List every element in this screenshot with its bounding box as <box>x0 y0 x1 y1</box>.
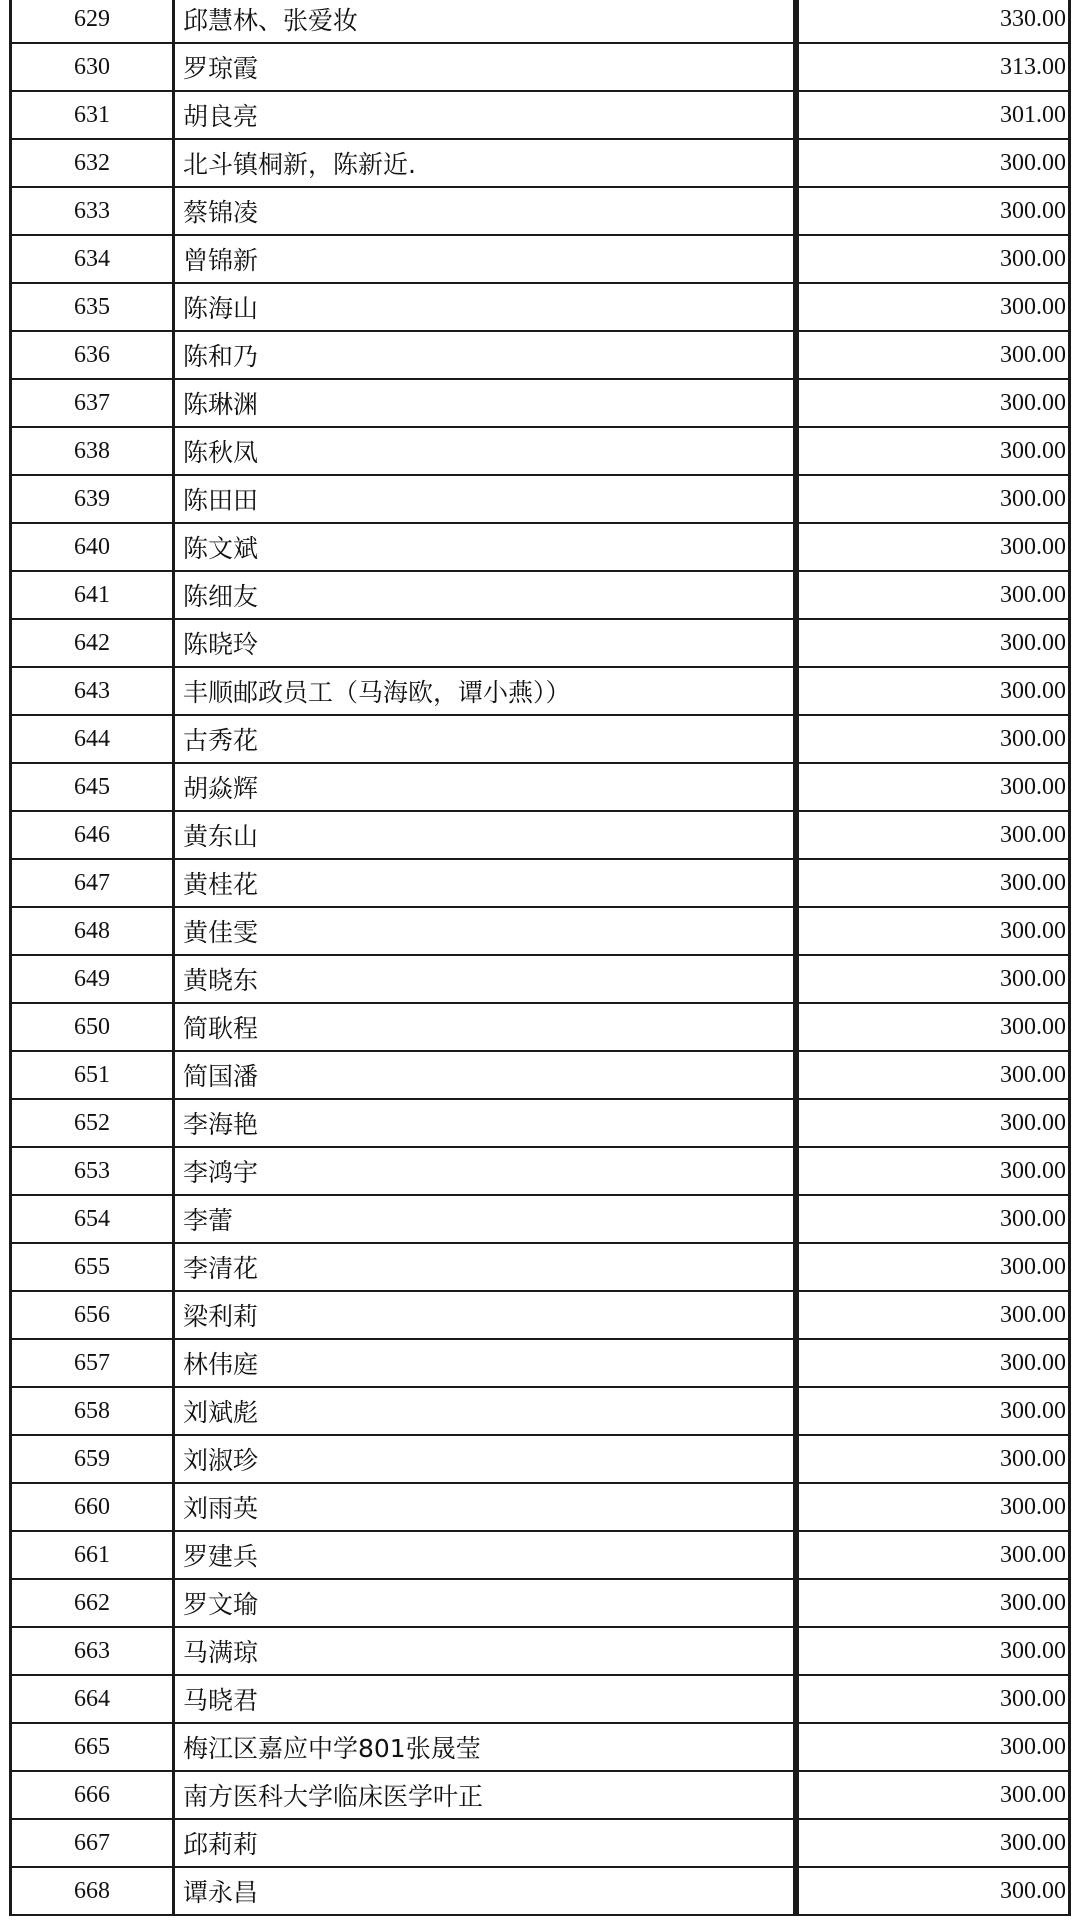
donor-name: 邱莉莉 <box>174 1819 795 1867</box>
table-row <box>11 139 1070 187</box>
donation-amount: 300.00 <box>798 1627 1070 1675</box>
donation-amount: 300.00 <box>798 379 1070 427</box>
row-number: 654 <box>11 1195 174 1243</box>
table-row <box>11 1099 1070 1147</box>
donation-amount: 300.00 <box>798 619 1070 667</box>
donation-table-body <box>11 0 1070 1915</box>
row-number: 637 <box>11 379 174 427</box>
table-row <box>11 619 1070 667</box>
donor-name: 李清花 <box>174 1243 795 1291</box>
donation-amount: 300.00 <box>798 763 1070 811</box>
table-row <box>11 1531 1070 1579</box>
row-number: 651 <box>11 1051 174 1099</box>
row-number: 633 <box>11 187 174 235</box>
row-number: 646 <box>11 811 174 859</box>
table-row <box>11 763 1070 811</box>
row-number: 629 <box>11 0 174 43</box>
table-row <box>11 235 1070 283</box>
donor-name: 谭永昌 <box>174 1867 795 1915</box>
row-number: 636 <box>11 331 174 379</box>
donor-name: 李海艳 <box>174 1099 795 1147</box>
table-row <box>11 1579 1070 1627</box>
donation-amount: 301.00 <box>798 91 1070 139</box>
donation-table <box>9 0 1071 1916</box>
donation-amount: 300.00 <box>798 139 1070 187</box>
donor-name: 南方医科大学临床医学叶正 <box>174 1771 795 1819</box>
table-row <box>11 1819 1070 1867</box>
donor-name: 简耿程 <box>174 1003 795 1051</box>
row-number: 653 <box>11 1147 174 1195</box>
donation-amount: 300.00 <box>798 283 1070 331</box>
donor-name: 黄晓东 <box>174 955 795 1003</box>
row-number: 631 <box>11 91 174 139</box>
donor-name: 丰顺邮政员工（马海欧，谭小燕）） <box>174 667 795 715</box>
table-row <box>11 331 1070 379</box>
donor-name: 林伟庭 <box>174 1339 795 1387</box>
donor-name: 北斗镇桐新，陈新近. <box>174 139 795 187</box>
donation-amount: 300.00 <box>798 1579 1070 1627</box>
row-number: 660 <box>11 1483 174 1531</box>
donation-amount: 300.00 <box>798 571 1070 619</box>
donor-name: 黄东山 <box>174 811 795 859</box>
row-number: 638 <box>11 427 174 475</box>
table-row <box>11 187 1070 235</box>
donor-name: 陈细友 <box>174 571 795 619</box>
table-row <box>11 1627 1070 1675</box>
donation-amount: 300.00 <box>798 1483 1070 1531</box>
row-number: 650 <box>11 1003 174 1051</box>
table-row <box>11 1051 1070 1099</box>
row-number: 656 <box>11 1291 174 1339</box>
donation-amount: 300.00 <box>798 1099 1070 1147</box>
donor-name: 梅江区嘉应中学801张晟莹 <box>174 1723 795 1771</box>
table-row <box>11 1723 1070 1771</box>
row-number: 652 <box>11 1099 174 1147</box>
donation-amount: 300.00 <box>798 1819 1070 1867</box>
table-row <box>11 811 1070 859</box>
donor-name: 李蕾 <box>174 1195 795 1243</box>
table-row <box>11 427 1070 475</box>
row-number: 639 <box>11 475 174 523</box>
donation-amount: 300.00 <box>798 427 1070 475</box>
donation-amount: 300.00 <box>798 1387 1070 1435</box>
donation-amount: 300.00 <box>798 475 1070 523</box>
row-number: 655 <box>11 1243 174 1291</box>
table-row <box>11 0 1070 43</box>
donation-amount: 300.00 <box>798 523 1070 571</box>
row-number: 666 <box>11 1771 174 1819</box>
table-row <box>11 1243 1070 1291</box>
row-number: 640 <box>11 523 174 571</box>
row-number: 635 <box>11 283 174 331</box>
table-row <box>11 715 1070 763</box>
table-row <box>11 859 1070 907</box>
donor-name: 胡焱辉 <box>174 763 795 811</box>
donation-amount: 313.00 <box>798 43 1070 91</box>
donation-amount: 300.00 <box>798 1243 1070 1291</box>
row-number: 641 <box>11 571 174 619</box>
donor-name: 罗琼霞 <box>174 43 795 91</box>
table-row <box>11 43 1070 91</box>
donor-name: 陈文斌 <box>174 523 795 571</box>
donation-amount: 300.00 <box>798 235 1070 283</box>
table-row <box>11 475 1070 523</box>
donation-amount: 300.00 <box>798 1195 1070 1243</box>
donor-name: 梁利莉 <box>174 1291 795 1339</box>
table-row <box>11 907 1070 955</box>
row-number: 634 <box>11 235 174 283</box>
table-row <box>11 1387 1070 1435</box>
donation-amount: 300.00 <box>798 1291 1070 1339</box>
row-number: 647 <box>11 859 174 907</box>
donation-amount: 300.00 <box>798 1675 1070 1723</box>
donation-amount: 300.00 <box>798 1435 1070 1483</box>
table-row <box>11 1435 1070 1483</box>
donor-name: 马晓君 <box>174 1675 795 1723</box>
row-number: 649 <box>11 955 174 1003</box>
donor-name: 刘斌彪 <box>174 1387 795 1435</box>
row-number: 645 <box>11 763 174 811</box>
row-number: 665 <box>11 1723 174 1771</box>
row-number: 662 <box>11 1579 174 1627</box>
donation-amount: 300.00 <box>798 1867 1070 1915</box>
donor-name: 曾锦新 <box>174 235 795 283</box>
table-row <box>11 1195 1070 1243</box>
row-number: 664 <box>11 1675 174 1723</box>
table-row <box>11 1867 1070 1915</box>
donation-amount: 300.00 <box>798 907 1070 955</box>
donor-name: 陈晓玲 <box>174 619 795 667</box>
donation-amount: 300.00 <box>798 1771 1070 1819</box>
row-number: 630 <box>11 43 174 91</box>
donation-amount: 300.00 <box>798 667 1070 715</box>
table-row <box>11 955 1070 1003</box>
donation-amount: 300.00 <box>798 955 1070 1003</box>
donor-name: 古秀花 <box>174 715 795 763</box>
table-row <box>11 1675 1070 1723</box>
donation-amount: 300.00 <box>798 1723 1070 1771</box>
donor-name: 陈海山 <box>174 283 795 331</box>
donor-name: 陈田田 <box>174 475 795 523</box>
donation-amount: 300.00 <box>798 859 1070 907</box>
table-row <box>11 1291 1070 1339</box>
donor-name: 罗文瑜 <box>174 1579 795 1627</box>
donor-name: 陈和乃 <box>174 331 795 379</box>
row-number: 643 <box>11 667 174 715</box>
row-number: 668 <box>11 1867 174 1915</box>
donation-amount: 300.00 <box>798 1003 1070 1051</box>
row-number: 657 <box>11 1339 174 1387</box>
donation-amount: 300.00 <box>798 1147 1070 1195</box>
donation-amount: 330.00 <box>798 0 1070 43</box>
donation-amount: 300.00 <box>798 331 1070 379</box>
donation-amount: 300.00 <box>798 715 1070 763</box>
row-number: 632 <box>11 139 174 187</box>
donor-name: 邱慧林、张爱妆 <box>174 0 795 43</box>
donor-name: 蔡锦凌 <box>174 187 795 235</box>
row-number: 644 <box>11 715 174 763</box>
row-number: 661 <box>11 1531 174 1579</box>
donor-name: 简国潘 <box>174 1051 795 1099</box>
donor-name: 黄桂花 <box>174 859 795 907</box>
donor-name: 陈琳渊 <box>174 379 795 427</box>
table-row <box>11 523 1070 571</box>
donation-amount: 300.00 <box>798 1531 1070 1579</box>
table-row <box>11 667 1070 715</box>
table-row <box>11 91 1070 139</box>
donor-name: 刘淑珍 <box>174 1435 795 1483</box>
donor-name: 李鸿宇 <box>174 1147 795 1195</box>
donation-amount: 300.00 <box>798 811 1070 859</box>
table-row <box>11 1003 1070 1051</box>
donor-name: 罗建兵 <box>174 1531 795 1579</box>
donor-name: 陈秋凤 <box>174 427 795 475</box>
donor-name: 马满琼 <box>174 1627 795 1675</box>
table-row <box>11 379 1070 427</box>
table-row <box>11 1147 1070 1195</box>
table-row <box>11 1483 1070 1531</box>
donation-amount: 300.00 <box>798 1339 1070 1387</box>
donor-name: 胡良亮 <box>174 91 795 139</box>
table-row <box>11 571 1070 619</box>
donation-amount: 300.00 <box>798 1051 1070 1099</box>
donor-name: 黄佳雯 <box>174 907 795 955</box>
table-row <box>11 1339 1070 1387</box>
table-row <box>11 1771 1070 1819</box>
row-number: 642 <box>11 619 174 667</box>
row-number: 659 <box>11 1435 174 1483</box>
row-number: 648 <box>11 907 174 955</box>
donation-amount: 300.00 <box>798 187 1070 235</box>
table-row <box>11 283 1070 331</box>
donor-name: 刘雨英 <box>174 1483 795 1531</box>
row-number: 663 <box>11 1627 174 1675</box>
row-number: 658 <box>11 1387 174 1435</box>
row-number: 667 <box>11 1819 174 1867</box>
